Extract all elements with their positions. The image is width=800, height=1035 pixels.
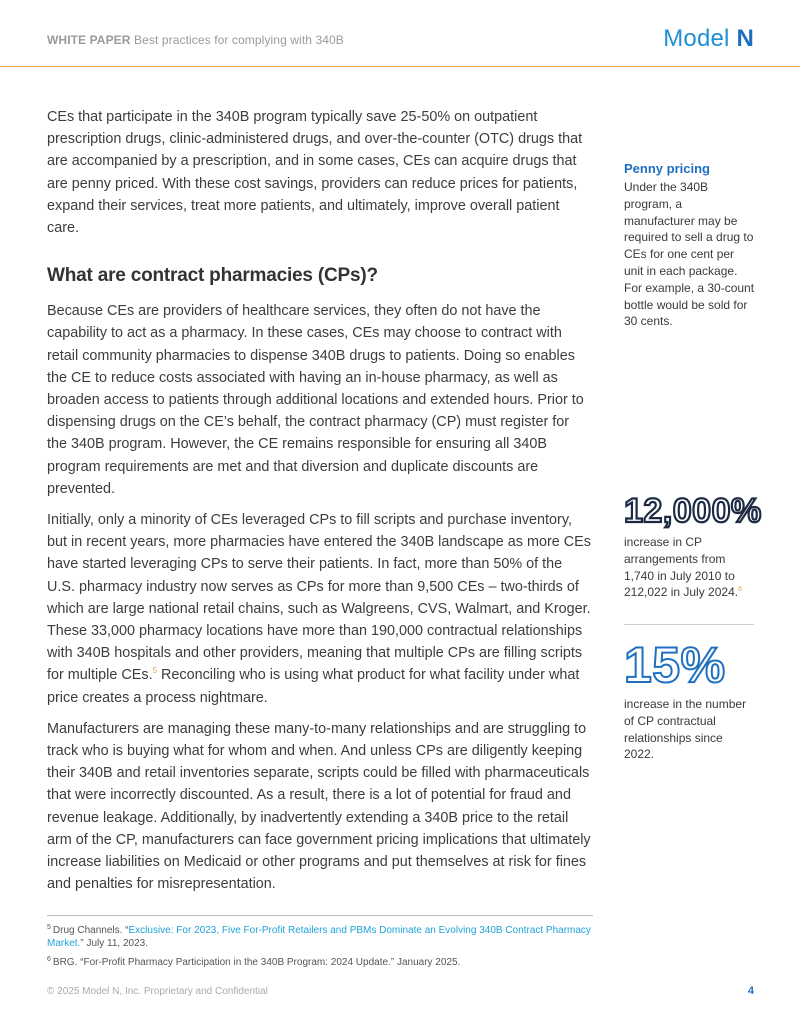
header-label-title: Best practices for complying with 340B [130, 33, 344, 47]
footnote-6 [47, 956, 593, 969]
stat-value: 12,000% [624, 492, 762, 530]
sidebar-divider [624, 624, 754, 625]
page-number: 4 [747, 985, 754, 997]
copyright: © 2025 Model N, Inc. Proprietary and Confidential [47, 986, 268, 997]
stat-value: 15% [624, 637, 726, 693]
stat-cp-arrangements [624, 492, 762, 601]
footnote-link[interactable]: Exclusive: For 2023, Five For-Profit Retailers and PBMs Dominate an Evolving 340B Contract Pharmacy Market. [47, 925, 591, 949]
footnote-number: 6 [47, 955, 51, 963]
model-n-logo [663, 25, 754, 53]
penny-pricing-title: Penny pricing [624, 161, 710, 176]
stat-description [624, 534, 756, 601]
page-header [0, 0, 800, 67]
footnote-text-end: ” July 11, 2023. [80, 938, 148, 949]
penny-pricing-callout [624, 160, 756, 330]
intro-paragraph: CEs that participate in the 340B program typically save 25-50% on outpatient prescription drugs, clinic-administered drugs, and over-the-counter (OTC) drugs that are accompanied by a prescription, and in some cases, CEs can acquire drugs that are penny priced. With these cost savings, providers can reduce prices for patients, expand their services, treat more patients, and ultimately, improve overall patient care. [47, 109, 583, 237]
footnote-divider [47, 915, 593, 916]
footnote-ref-6[interactable]: 6 [738, 586, 742, 594]
cp-growth-text-end: Reconciling who is using what product for what facility under what price creates a process nightmare. [47, 667, 580, 706]
logo-text: Model [663, 25, 737, 52]
footnote-5 [47, 924, 593, 950]
footnote-ref-5[interactable]: 5 [152, 666, 158, 676]
footnote-text: BRG. “For-Profit Pharmacy Participation in the 340B Program: 2024 Update.” January 2025. [52, 957, 461, 968]
footnote-number: 5 [47, 923, 51, 931]
stat-description: increase in the number of CP contractual relationships since 2022. [624, 697, 747, 762]
footnotes [47, 924, 593, 975]
logo-n: N [736, 25, 754, 52]
cp-growth-text: Initially, only a minority of CEs leveraged CPs to fill scripts and purchase inventory, but in recent years, more pharmacies have entered the 340B landscape as more CEs have started leveraging CPs to serve their patients. In fact, more than 50% of the U.S. pharmacy industry now serves as CPs for more than 9,500 CEs – two-thirds of which are large national retail chains, such as Walgreens, CVS, Walmart, and Kroger. These 33,000 pharmacy locations have more than 190,000 contractual relationships with 340B hospitals and other providers, meaning that multiple CPs are filling scripts for multiple CEs. [47, 512, 591, 684]
cp-definition-paragraph: Because CEs are providers of healthcare services, they often do not have the capability to act as a pharmacy. In these cases, CEs may choose to contract with retail community pharmacies to dispense 340B drugs to patients. Doing so enables the CE to reduce costs associated with having an in-house pharmacy, as well as broaden access to patients through additional locations and extended hours. Prior to dispensing drugs on the CE’s behalf, the contract pharmacy (CP) must register for the 340B program. However, the CE remains responsible for ensuring all 340B program requirements are met and that diversion and duplicate discounts are prevented. [47, 303, 584, 497]
stat-cp-relationships [624, 637, 756, 763]
section-heading: What are contract pharmacies (CPs)? [47, 265, 378, 287]
manufacturer-paragraph: Manufacturers are managing these many-to-many relationships and are struggling to track who is buying what for whom and when. And unless CPs are diligently keeping their 340B and retail inventories separate, scripts could be filled with pharmaceuticals that were incorrectly discounted. As a result, there is a lot of potential for fraud and revenue leakage. Additionally, by inadvertently extending a 340B price to the retail arm of the CP, manufacturers can face government pricing implications that ultimately increase liabilities on Medicaid or other programs and put themselves at risk for fines and penalties for misrepresentation. [47, 720, 591, 893]
penny-pricing-text: Under the 340B program, a manufacturer may be required to sell a drug to CEs for one cent per unit in each package. For example, a 30-count bottle would be sold for 30 cents. [624, 180, 755, 329]
header-label-bold: WHITE PAPER [47, 33, 131, 47]
main-content [47, 106, 592, 905]
stat1-text: increase in CP arrangements from 1,740 in July 2010 to 212,022 in July 2024. [624, 535, 739, 600]
footnote-text: Drug Channels. “ [52, 925, 129, 936]
cp-growth-paragraph [47, 509, 592, 709]
header-label [47, 33, 344, 47]
